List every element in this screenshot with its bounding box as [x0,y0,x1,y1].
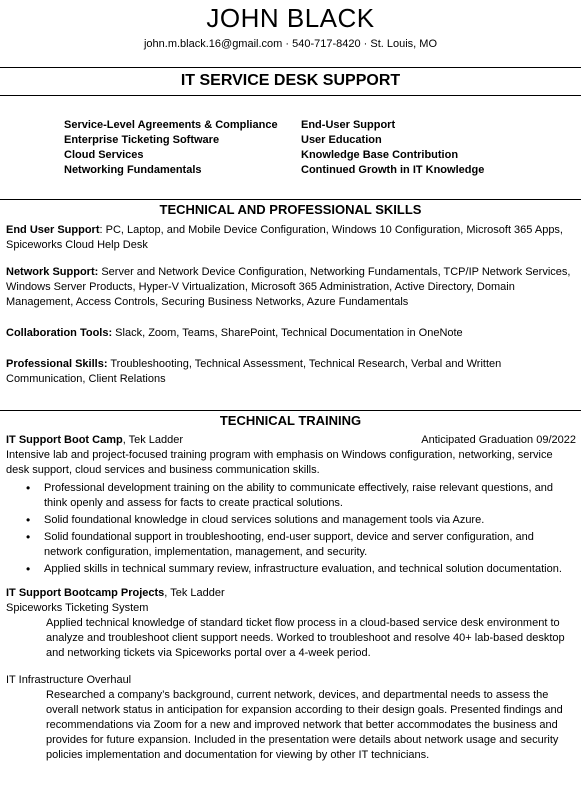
skill-text: Troubleshooting, Technical Assessment, Technical Research, Verbal and Written Communication, Client Relations [6,358,502,385]
skill-network-support [6,265,572,310]
skill-label: Professional Skills: [6,358,108,370]
competency-item: Service-Level Agreements & Compliance [64,119,278,131]
bootcamp-header [6,433,576,448]
skill-text: : PC, Laptop, and Mobile Device Configuration, Windows 10 Configuration, Microsoft 365 Apps, Spiceworks Cloud Help Desk [6,224,563,251]
competency-item: Enterprise Ticketing Software [64,134,220,146]
competency-item: Cloud Services [64,149,144,161]
candidate-name: JOHN BLACK [206,3,375,33]
skill-collaboration-tools [6,326,572,341]
project1-title: Spiceworks Ticketing System [6,602,149,614]
bullet-item: • Solid foundational support in troubleshooting, end-user support, device and server configuration, and network configuration, implementation, management, and security. [26,530,566,560]
resume-title: IT SERVICE DESK SUPPORT [180,72,401,89]
bullet-item: • Applied skills in technical summary review, infrastructure evaluation, and technical solution documentation. [26,562,566,577]
training-heading: TECHNICAL TRAINING [219,413,362,428]
competency-item: End-User Support [301,119,396,131]
competency-item: User Education [301,134,382,146]
header-divider-bottom [0,95,581,96]
competencies-right-column [301,118,484,178]
contact-info: john.m.black.16@gmail.com · 540-717-8420 · St. Louis, MO [143,38,438,50]
bootcamp-org: , Tek Ladder [122,434,184,446]
skill-label: Network Support: [6,266,99,278]
projects-title: IT Support Bootcamp Projects [6,587,165,599]
skills-divider [0,199,581,200]
skill-label: Collaboration Tools: [6,327,113,339]
competency-item: Networking Fundamentals [64,164,202,176]
training-divider [0,410,581,411]
projects-header [6,586,576,601]
bullet-item: • Professional development training on the ability to communicate effectively, raise relevant questions, and think openly and assess for facts to create practical solutions. [26,481,566,511]
project1-description: Applied technical knowledge of standard ticket flow process in a cloud-based service desk environment to analyze and troubleshoot client support needs. Worked to troubleshoot and resolve 40+ lab-based desktop and networking tickets via Spiceworks portal over a 4-week period. [46,617,565,659]
skill-professional-skills [6,357,572,387]
bullet-item: • Solid foundational knowledge in cloud services solutions and management tools via Azure. [26,513,566,528]
project2-description: Researched a company’s background, current network, devices, and departmental needs to assess the overall network status in anticipation for expansion according to their design goals. Presented findings and recommendations via Zoom for a new and improved network that better accommodates the business and provides for future expansion. Included in the presentation were details about network usage and security policies implementation and documentation for viewing by other IT technicians. [46,689,563,761]
competencies-left-column [64,118,278,178]
header-divider-top [0,67,581,68]
skill-end-user-support [6,223,572,253]
competency-item: Knowledge Base Contribution [301,149,459,161]
skills-heading: TECHNICAL AND PROFESSIONAL SKILLS [159,202,422,217]
projects-org: , Tek Ladder [164,587,225,599]
bootcamp-title: IT Support Boot Camp [6,434,123,446]
project2-title: IT Infrastructure Overhaul [6,674,132,686]
bootcamp-bullet-list [26,481,566,579]
skill-text: Slack, Zoom, Teams, SharePoint, Technical Documentation in OneNote [112,327,463,339]
skill-text: Server and Network Device Configuration, Networking Fundamentals, TCP/IP Network Services, Windows Server Products, Hyper-V Virtualization, Microsoft 365 Administration, Active Directory, Domain Management, Access Controls, Securing Business Networks, Azure Fundamentals [6,266,571,308]
skill-label: End User Support [6,224,100,236]
bootcamp-description: Intensive lab and project-focused training program with emphasis on Windows configuration, networking, service desk support, cloud services and business communication skills. [6,449,553,476]
bootcamp-date: Anticipated Graduation 09/2022 [421,434,576,446]
competency-item: Continued Growth in IT Knowledge [301,164,485,176]
